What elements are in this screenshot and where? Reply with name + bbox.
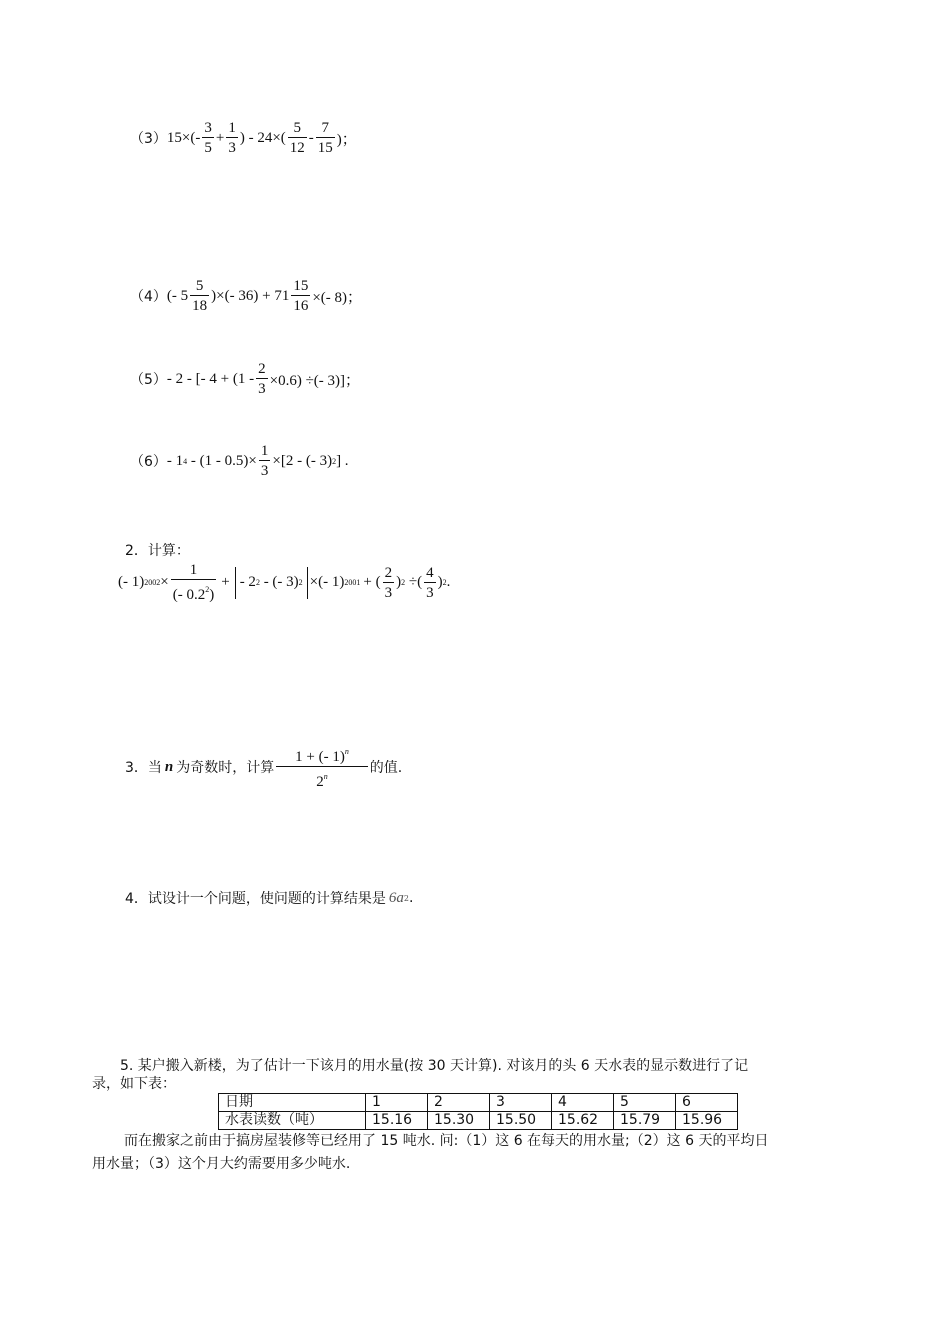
table-cell: 15.50 — [490, 1112, 552, 1130]
problem-5-expr-end: ×0.6) ÷(- 3)]； — [269, 372, 361, 389]
problem-3-expr-end: )； — [336, 131, 357, 148]
table-cell: 15.96 — [676, 1112, 738, 1130]
problem-5 — [130, 361, 360, 397]
question-2-expression: (- 1) 2002 × $\frac{1}{(- 0.2^2)}$ + - 2 2 - (- 3) 2 ×(- 1) 2001 + ( $\frac{2}{3}$ ) 2 ÷( $\frac{4}{3}$ ) 2 . — [118, 562, 451, 603]
table-cell: 15.16 — [366, 1112, 428, 1130]
problem-6-expr-c: ×[2 - (- 3) — [272, 452, 333, 469]
question-2-title: 2．计算： — [125, 543, 190, 559]
problem-5-label: （5） — [130, 372, 167, 388]
fraction-5-12: $\frac{5}{12}$ — [289, 120, 305, 156]
problem-5-expr-a: - 2 - [- 4 + (1 - — [166, 370, 255, 387]
fraction-7-15: $\frac{7}{15}$ — [317, 120, 333, 156]
fraction-q3: $\frac{1 + (- 1)^n}{2^n}$ — [276, 744, 368, 790]
problem-3: （3） 15×(- $\frac{3}{5}$ + $\frac{1}{3}$ ) - 24×( $\frac{5}{12}$ - $\frac{7}{15}$ )； — [130, 120, 357, 156]
question-3: 3．当 n 为奇数时，计算 $\frac{1 + (- 1)^n}{2^n}$ 的值. — [125, 744, 402, 790]
question-5-intro-line-1: 5. 某户搬入新楼，为了估计一下该月的用水量(按 30 天计算). 对该月的头 6 天水表的显示数进行了记 — [120, 1058, 749, 1074]
question-5-question-line-1: 而在搬家之前由于搞房屋装修等已经用了 15 吨水. 问:（1）这 6 在每天的用水量;（2）这 6 天的平均日 — [124, 1133, 769, 1149]
question-5-question-line-2: 用水量；（3）这个月大约需要用多少吨水. — [92, 1156, 351, 1172]
fraction-1-3: $\frac{1}{3}$ — [260, 443, 269, 479]
problem-6: （6） - 1 4 - (1 - 0.5)× $\frac{1}{3}$ ×[2 - (- 3) 2 ] . — [130, 443, 349, 479]
fraction-4-3: $\frac{4}{3}$ — [426, 564, 434, 601]
fraction-15-16: $\frac{15}{16}$ — [293, 278, 309, 314]
table-cell: 6 — [676, 1094, 738, 1112]
table-row — [219, 1112, 738, 1130]
question-5-intro-line-2: 录，如下表： — [92, 1076, 176, 1092]
problem-3-expr-b: ) - 24×( — [239, 129, 286, 146]
fraction-1-3: $\frac{1}{3}$ — [228, 120, 236, 156]
fraction-5-18: $\frac{5}{18}$ — [192, 278, 208, 314]
table-cell: 3 — [490, 1094, 552, 1112]
table-cell: 15.79 — [614, 1112, 676, 1130]
table-header-row — [219, 1094, 738, 1112]
problem-4-label: （4） — [130, 289, 167, 305]
table-cell: 水表读数（吨） — [219, 1112, 366, 1130]
problem-4 — [130, 278, 362, 314]
water-meter-table — [218, 1093, 738, 1130]
question-4: 4．试设计一个问题，使问题的计算结果是 6a 2 . — [125, 889, 414, 907]
absolute-value: - 2 2 - (- 3) 2 — [235, 567, 308, 599]
table-cell: 日期 — [219, 1094, 366, 1112]
fraction-2-3: $\frac{2}{3}$ — [384, 564, 393, 601]
problem-6-expr-end: ] . — [336, 452, 349, 469]
table-cell: 4 — [552, 1094, 614, 1112]
expression-6a2: 6a — [388, 889, 404, 906]
variable-n: n — [164, 758, 174, 775]
problem-4-expr-end: ×(- 8)； — [312, 289, 363, 306]
fraction-one-over-0.2sq: $\frac{1}{(- 0.2^2)}$ — [172, 562, 215, 603]
problem-6-label: （6） — [130, 454, 167, 470]
table-cell: 15.30 — [428, 1112, 490, 1130]
problem-3-expr-a: 15×(- — [166, 129, 201, 146]
problem-4-expr-b: )×(- 36) + 71 — [211, 287, 290, 304]
problem-6-expr-b: - (1 - 0.5)× — [187, 452, 257, 469]
table-cell: 1 — [366, 1094, 428, 1112]
fraction-3-5: $\frac{3}{5}$ — [204, 120, 212, 156]
table-cell: 5 — [614, 1094, 676, 1112]
problem-4-expr-a: (- 5 — [166, 287, 189, 304]
fraction-2-3: $\frac{2}{3}$ — [258, 361, 266, 397]
table-cell: 15.62 — [552, 1112, 614, 1130]
problem-6-expr-a: - 1 — [166, 452, 184, 469]
problem-3-label: （3） — [130, 131, 167, 147]
table-cell: 2 — [428, 1094, 490, 1112]
